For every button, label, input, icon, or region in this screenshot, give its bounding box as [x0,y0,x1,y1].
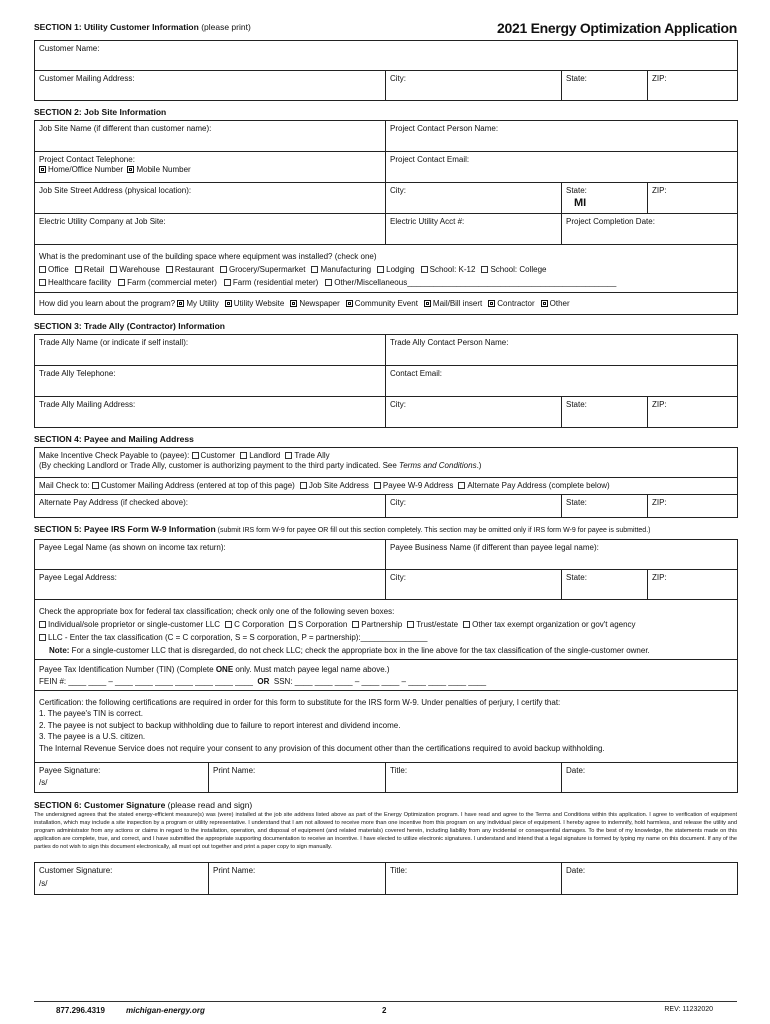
checkbox-label: Office [48,265,69,274]
payable-to-note: (By checking Landlord or Trade Ally, customer is authorizing payment to the third party indicated. See Terms and Conditions.) [39,461,482,470]
checkbox-option[interactable] [285,451,329,460]
checkbox-option[interactable] [224,278,318,287]
checkbox-option[interactable] [220,265,305,274]
checkbox-label: Other tax exempt organization or gov't agency [472,620,636,629]
llc-label: LLC - Enter the tax classification (C = C corporation, S = S corporation, P = partnership):_______________ [48,633,428,642]
checkbox-label: Mail/Bill insert [432,299,483,308]
section-1-header [34,22,737,40]
payee-business-name-field[interactable]: Payee Business Name (if different than payee legal name): [386,540,738,570]
checkbox-label: Warehouse [119,265,160,274]
tax-classification-intro: Check the appropriate box for federal tax classification; check only one of the following seven boxes: [39,607,395,616]
building-use-row-1 [39,263,733,276]
checkbox-option[interactable] [346,299,418,308]
checkbox[interactable] [39,266,46,273]
alt-pay-state-field[interactable]: State: [562,495,648,518]
payee-print-name-field[interactable]: Print Name: [209,763,386,793]
project-contact-phone-label: Project Contact Telephone: [39,155,135,164]
payee-legal-name-field[interactable]: Payee Legal Name (as shown on income tax return): [35,540,386,570]
certification-irs-note: The Internal Revenue Service does not require your consent to any provision of this document other than the certifications required to avoid backup withholding. [39,743,605,753]
checkbox-option[interactable] [225,299,285,308]
home-office-label: Home/Office Number [48,165,123,174]
checkbox-label: Restaurant [174,265,214,274]
customer-city-field[interactable]: City: [386,71,562,101]
section-6-title: SECTION 6: Customer Signature (please read and sign) [34,800,253,810]
checkbox-label: Utility Website [233,299,285,308]
checkbox-label: Job Site Address [308,481,369,490]
checkbox-label: My Utility [186,299,219,308]
electric-utility-field[interactable]: Electric Utility Company at Job Site: [35,214,386,245]
tax-note: Note: For a single-customer LLC that is disregarded, do not check LLC; check the appropriate box in the line above for the tax classification of the single-customer owner. [49,646,650,655]
checkbox[interactable] [289,621,296,628]
customer-title-field[interactable]: Title: [386,863,562,895]
checkbox-option[interactable] [352,620,402,629]
building-use-group [35,245,738,293]
checkbox[interactable] [377,266,384,273]
checkbox-label: School: College [490,265,547,274]
completion-date-field[interactable]: Project Completion Date: [562,214,738,245]
trade-ally-state-field[interactable]: State: [562,397,648,428]
checkbox-label: Farm (residential meter) [232,278,319,287]
payee-zip-field[interactable]: ZIP: [648,570,738,600]
checkbox[interactable] [311,266,318,273]
checkbox-option[interactable] [424,299,482,308]
section-3-title: SECTION 3: Trade Ally (Contractor) Information [34,321,225,331]
payee-date-field[interactable]: Date: [562,763,738,793]
checkbox-label: Newspaper [299,299,340,308]
section-5-title: SECTION 5: Payee IRS Form W-9 Information (submit IRS form W-9 for payee OR fill out this section completely. This section may be omitted only if IRS form W-9 for payee is submitted.) [34,524,651,534]
checkbox-option[interactable] [421,265,476,274]
checkbox-label: C Corporation [234,620,284,629]
checkbox[interactable] [118,279,125,286]
checkbox-label: Partnership [361,620,403,629]
checkbox[interactable] [285,452,292,459]
alt-pay-city-field[interactable]: City: [386,495,562,518]
section-3-table [34,334,738,428]
tax-classification-group [35,600,738,660]
customer-mailing-address-field[interactable]: Customer Mailing Address: [35,71,386,101]
payee-legal-address-field[interactable]: Payee Legal Address: [35,570,386,600]
section-1-table [34,40,738,101]
trade-ally-address-field[interactable]: Trade Ally Mailing Address: [35,397,386,428]
trade-ally-zip-field[interactable]: ZIP: [648,397,738,428]
checkbox[interactable] [541,300,548,307]
building-use-row-2 [39,276,733,289]
checkbox-option[interactable] [166,265,214,274]
checkbox-option[interactable] [192,451,236,460]
checkbox[interactable] [463,621,470,628]
certification-item: 2. The payee is not subject to backup withholding due to failure to report interest and dividend income. [39,720,401,730]
llc-checkbox[interactable] [39,634,46,641]
checkbox[interactable] [290,300,297,307]
checkbox[interactable] [374,482,381,489]
checkbox[interactable] [75,266,82,273]
checkbox-option[interactable] [311,265,371,274]
checkbox-option[interactable] [481,265,546,274]
ssn-field[interactable]: SSN: ____ ____ ____ – ____ ____ – ____ ____ ____ ____ [273,677,487,686]
customer-date-field[interactable]: Date: [562,863,738,895]
checkbox[interactable] [300,482,307,489]
checkbox-label: Landlord [249,451,281,460]
customer-state-field[interactable]: State: [562,71,648,101]
checkbox[interactable] [481,266,488,273]
checkbox-label: Retail [83,265,105,274]
checkbox-label: Grocery/Supermarket [228,265,306,274]
checkbox-label: Other [549,299,570,308]
payee-signature-field[interactable]: Payee Signature: /s/ [35,763,209,793]
alt-pay-zip-field[interactable]: ZIP: [648,495,738,518]
trade-ally-phone-field[interactable]: Trade Ally Telephone: [35,366,386,397]
checkbox-option[interactable] [39,265,69,274]
trade-ally-contact-field[interactable]: Trade Ally Contact Person Name: [386,335,738,366]
checkbox[interactable] [458,482,465,489]
checkbox-option[interactable] [75,265,104,274]
learn-about-group [35,293,738,315]
checkbox[interactable] [39,621,46,628]
checkbox[interactable] [92,482,99,489]
alt-pay-address-field[interactable]: Alternate Pay Address (if checked above): [35,495,386,518]
section-5-table [34,539,738,793]
job-site-city-field[interactable]: City: [386,183,562,214]
page-footer [34,1001,737,1018]
certification-intro: Certification: the following certifications are required in order for this form to substitute for the IRS form W-9. Under penalties of perjury, I certify that: [39,698,561,707]
job-site-state-label: State: [566,186,587,195]
checkbox-label: Trust/estate [416,620,459,629]
job-site-state-field[interactable] [562,183,648,214]
checkbox[interactable] [192,452,199,459]
checkbox-option[interactable] [240,451,280,460]
learn-about-options [177,299,575,308]
checkbox-option[interactable] [325,278,616,287]
checkbox[interactable] [352,621,359,628]
job-site-name-field[interactable]: Job Site Name (if different than customer name): [35,121,386,152]
checkbox[interactable] [110,266,117,273]
checkbox-label: Customer [200,451,236,460]
checkbox-label: Other/Miscellaneous_______________________________________________ [334,278,617,287]
form-title: 2021 Energy Optimization Application [497,20,737,36]
customer-zip-field[interactable]: ZIP: [648,71,738,101]
fein-field[interactable]: FEIN #: ____ ____ – ____ ____ ____ ____ ____ ____ ____ [39,677,253,686]
checkbox[interactable] [325,279,332,286]
job-site-zip-field[interactable]: ZIP: [648,183,738,214]
checkbox-label: Payee W-9 Address [382,481,454,490]
checkbox[interactable] [225,300,232,307]
tax-classification-row-1 [39,618,733,631]
checkbox-option[interactable] [289,620,347,629]
checkbox-label: Lodging [386,265,415,274]
tin-group [35,660,738,691]
payable-to-label: Make Incentive Check Payable to (payee): [39,451,190,460]
checkbox-label: Community Event [354,299,418,308]
application-page [34,22,737,895]
section-4-table [34,447,738,518]
checkbox-option[interactable] [374,481,454,490]
footer-page-number: 2 [382,1006,387,1015]
learn-about-question: How did you learn about the program? [39,299,176,308]
trade-ally-name-field[interactable]: Trade Ally Name (or indicate if self install): [35,335,386,366]
payable-to-options [192,451,335,460]
checkbox-option[interactable] [541,299,570,308]
home-office-checkbox[interactable] [39,166,46,173]
checkbox[interactable] [39,279,46,286]
checkbox-option[interactable] [39,620,220,629]
checkbox[interactable] [220,266,227,273]
checkbox-option[interactable] [488,299,534,308]
footer-revision: REV: 11232020 [664,1006,713,1013]
footer-website[interactable]: michigan-energy.org [126,1006,205,1015]
mail-check-options [92,481,615,490]
mail-check-group [35,478,738,495]
customer-name-field[interactable]: Customer Name: [35,41,738,71]
certification-item: 3. The payee is a U.S. citizen. [39,732,146,742]
project-contact-name-field[interactable]: Project Contact Person Name: [386,121,738,152]
project-contact-email-field[interactable]: Project Contact Email: [386,152,738,183]
checkbox-option[interactable] [39,278,111,287]
customer-signature-value: /s/ [39,879,48,888]
checkbox-option[interactable] [110,265,160,274]
checkbox-option[interactable] [177,299,218,308]
checkbox-option[interactable] [92,481,295,490]
checkbox-label: S Corporation [297,620,348,629]
checkbox-label: Individual/sole proprietor or single-customer LLC [48,620,221,629]
checkbox-option[interactable] [377,265,414,274]
checkbox[interactable] [240,452,247,459]
project-contact-phone-field[interactable] [35,152,386,183]
checkbox[interactable] [421,266,428,273]
customer-print-name-field[interactable]: Print Name: [209,863,386,895]
footer-phone: 877.296.4319 [56,1006,105,1015]
electric-acct-field[interactable]: Electric Utility Acct #: [386,214,562,245]
section-6-table [34,862,738,895]
checkbox[interactable] [488,300,495,307]
checkbox[interactable] [177,300,184,307]
checkbox[interactable] [166,266,173,273]
building-use-question: What is the predominant use of the building space where equipment was installed? (check one) [39,252,377,261]
payee-state-field[interactable]: State: [562,570,648,600]
checkbox-label: Alternate Pay Address (complete below) [467,481,610,490]
section-2-table [34,120,738,315]
payee-signature-value: /s/ [39,778,48,787]
tin-instructions: Payee Tax Identification Number (TIN) (Complete ONE only. Must match payee legal name above.) [39,665,390,674]
certification-item: 1. The payee's TIN is correct. [39,709,143,719]
section-2-title: SECTION 2: Job Site Information [34,107,167,117]
checkbox-option[interactable] [290,299,339,308]
trade-ally-city-field[interactable]: City: [386,397,562,428]
checkbox-label: Manufacturing [320,265,372,274]
certification-group [35,691,738,763]
checkbox-label: Customer Mailing Address (entered at top of this page) [100,481,295,490]
checkbox[interactable] [346,300,353,307]
checkbox[interactable] [225,621,232,628]
trade-ally-email-field[interactable]: Contact Email: [386,366,738,397]
mobile-checkbox[interactable] [127,166,134,173]
checkbox-label: Healthcare facility [48,278,112,287]
checkbox-option[interactable] [225,620,284,629]
checkbox-option[interactable] [407,620,458,629]
checkbox-option[interactable] [458,481,609,490]
customer-agreement-text: The undersigned agrees that the stated energy-efficient measure(s) was (were) installed at the job site address listed above as part of the Energy Optimization program. I have read and agree to the Terms and Conditions within this application. I agree to verification of equipment installation, which may include a site inspection by a program or utility representative. I understand that I am not allowed to receive more than one incentive from this program on any individual piece of equipment. I hereby agree to indemnify, hold harmless, and release the utility and program administrator from any actions or claims in regard to the installation, operation, and disposal of equipment (and related materials) covered herein, including liability from any incidental or consequential damages. To the best of my knowledge, the statements made on this application are complete, true, and correct, and I have submitted the appropriate supporting documentation to receive an incentive. I have elected to utilize electronic signatures. I understand and intend that a legal signature is formed by typing my name on this document. If any of the parties do not wish to sign this document electronically, all must opt out together and print a paper copy to sign manually. [34,812,737,850]
payee-city-field[interactable]: City: [386,570,562,600]
checkbox-option[interactable] [118,278,217,287]
customer-signature-field[interactable]: Customer Signature: /s/ [35,863,209,895]
job-site-street-field[interactable]: Job Site Street Address (physical location): [35,183,386,214]
checkbox-label: Trade Ally [294,451,330,460]
checkbox-label: Farm (commercial meter) [127,278,217,287]
payee-title-field[interactable]: Title: [386,763,562,793]
checkbox[interactable] [407,621,414,628]
fein-or-ssn: OR [257,677,270,686]
mobile-label: Mobile Number [136,165,191,174]
job-site-state-value: MI [574,197,587,209]
checkbox-option[interactable] [463,620,635,629]
checkbox-label: Contractor [497,299,535,308]
checkbox[interactable] [424,300,431,307]
mail-check-label: Mail Check to: [39,481,90,490]
checkbox[interactable] [224,279,231,286]
payable-to-group [35,448,738,478]
section-4-title: SECTION 4: Payee and Mailing Address [34,434,194,444]
checkbox-label: School: K-12 [429,265,476,274]
checkbox-option[interactable] [300,481,369,490]
section-1-title: SECTION 1: Utility Customer Information (please print) [34,22,251,32]
